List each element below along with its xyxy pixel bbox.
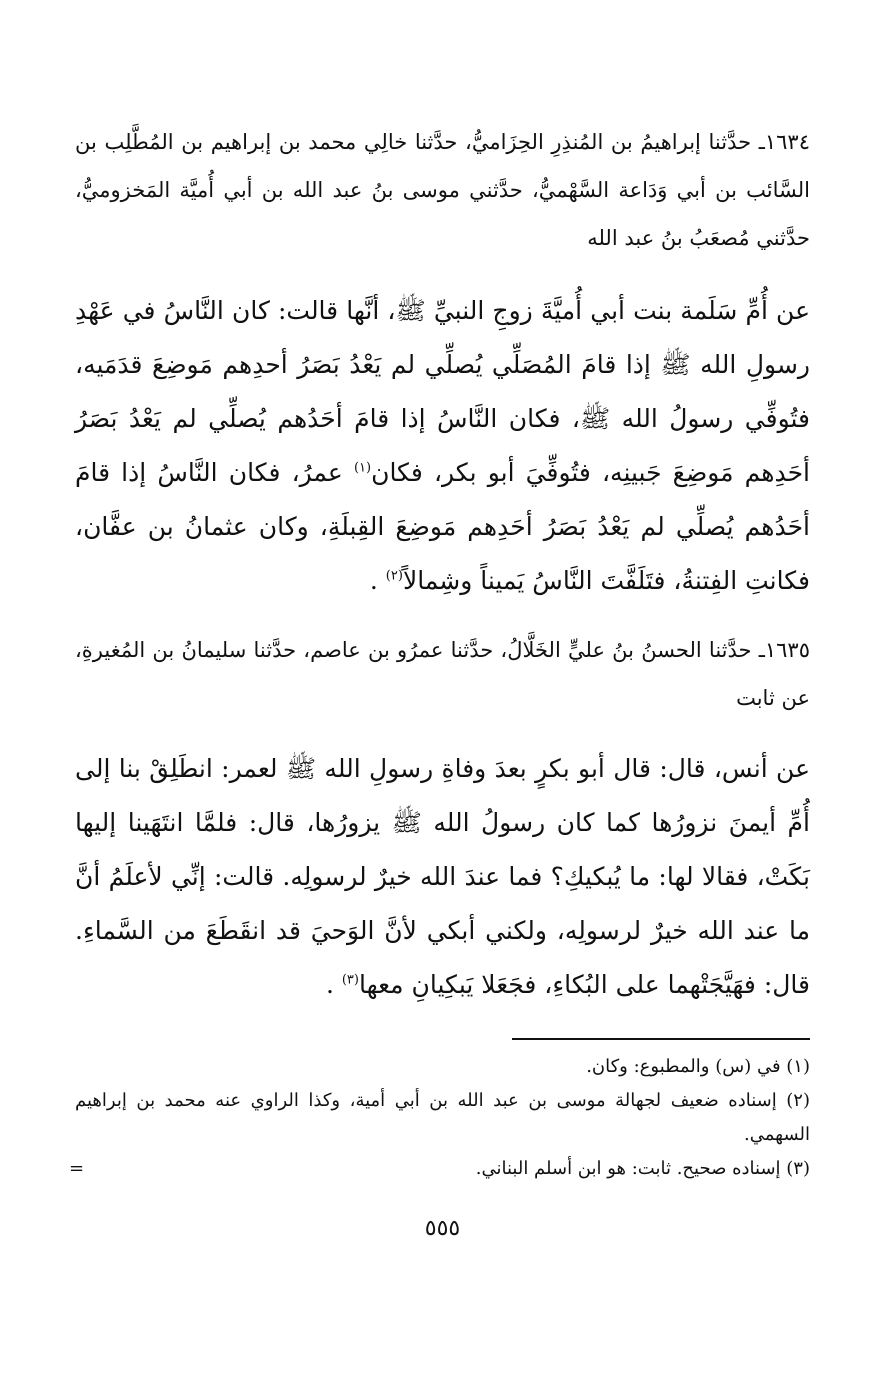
hadith-1635-isnad: ١٦٣٥ـ حدَّثنا الحسنُ بنُ عليٍّ الخَلَّالُ، حدَّثنا عمرُو بن عاصم، حدَّثنا سليمانُ بن المُغيرةِ، عن ثابت [75,638,810,710]
hadith-1634-isnad: ١٦٣٤ـ حدَّثنا إبراهيمُ بن المُنذِرِ الحِزَاميُّ، حدَّثنا خالِي محمد بن إبراهيم بن المُطَّلِب بن السَّائب بن أبي وَدَاعة السَّهْميُّ، حدَّثني موسى بنُ عبد الله بن أبي أُميَّة المَخزوميُّ، حدَّثني مُصعَبُ بنُ عبد الله [75,130,810,250]
footnote-separator [512,1038,810,1040]
footnote-ref-3: (٣) [341,972,359,988]
continuation-mark: = [69,1158,85,1179]
hadith-1634-matn-part1: عن أُمِّ سَلَمة بنت أبي أُميَّةَ زوجِ النبيِّ ﷺ، أنَّها قالت: كان النَّاسُ في عَهْدِ رسولِ الله ﷺ إذا قامَ المُصَلِّي يُصلِّي لم يَعْدُ بَصَرُ أحدِهم مَوضِعَ قدَمَيه، فتُوفِّي رسولُ الله ﷺ، فكان النَّاسُ إذا قامَ أحَدُهم يُصلِّي لم يَعْدُ بَصَرُ أحَدِهم مَوضِعَ جَبينِه، فتُوفِّيَ أبو بكر، فكان [75,296,810,487]
book-page [69,118,810,1380]
hadith-1635-matn-end: . [325,970,334,999]
footnote-ref-2: (٢) [385,568,403,584]
hadith-1634-matn [75,284,810,608]
footnote-2: (٢) إسناده ضعيف لجهالة موسى بن عبد الله بن أبي أمية، وكذا الراوي عنه محمد بن إبراهيم السهمي. [75,1090,810,1145]
footnote-ref-1: (١) [353,460,372,476]
page-number: ٥٥٥ [424,1216,461,1241]
hadith-1635-matn-text: عن أنس، قال: قال أبو بكرٍ بعدَ وفاةِ رسولِ الله ﷺ لعمر: انطَلِقْ بنا إلى أُمِّ أيمنَ نزورُها كما كان رسولُ الله ﷺ يزورُها، قال: فلمَّا انتَهَينا إليها بَكَتْ، فقالا لها: ما يُبكيكِ؟ فما عندَ الله خيرٌ لرسولِه. قالت: إنِّي لأعلَمُ أنَّ ما عند الله خيرٌ لرسولِه، ولكني أبكي لأنَّ الوَحيَ قد انقَطَعَ من السَّماءِ. قال: فهَيَّجَتْهما على البُكاءِ، فجَعَلا يَبكِيانِ معها [75,754,810,999]
footnote-3: (٣) إسناده صحيح. ثابت: هو ابن أسلم البناني. [475,1158,810,1179]
footnote-3-line [69,1152,810,1186]
hadith-1635-matn [75,742,810,1012]
footnote-1: (١) في (س) والمطبوع: وكان. [586,1056,810,1077]
hadith-1634-matn-end: . [369,566,378,595]
hadith-1634-matn-part2: عمرُ، فكان النَّاسُ إذا قامَ أحَدُهم يُصلِّي لم يَعْدُ بَصَرُ أحَدِهم مَوضِعَ القِبلَةِ، وكان عثمانُ بن عفَّان، فكانتِ الفِتنةُ، فتَلَفَّتَ النَّاسُ يَميناً وشِمالاً [75,458,810,595]
